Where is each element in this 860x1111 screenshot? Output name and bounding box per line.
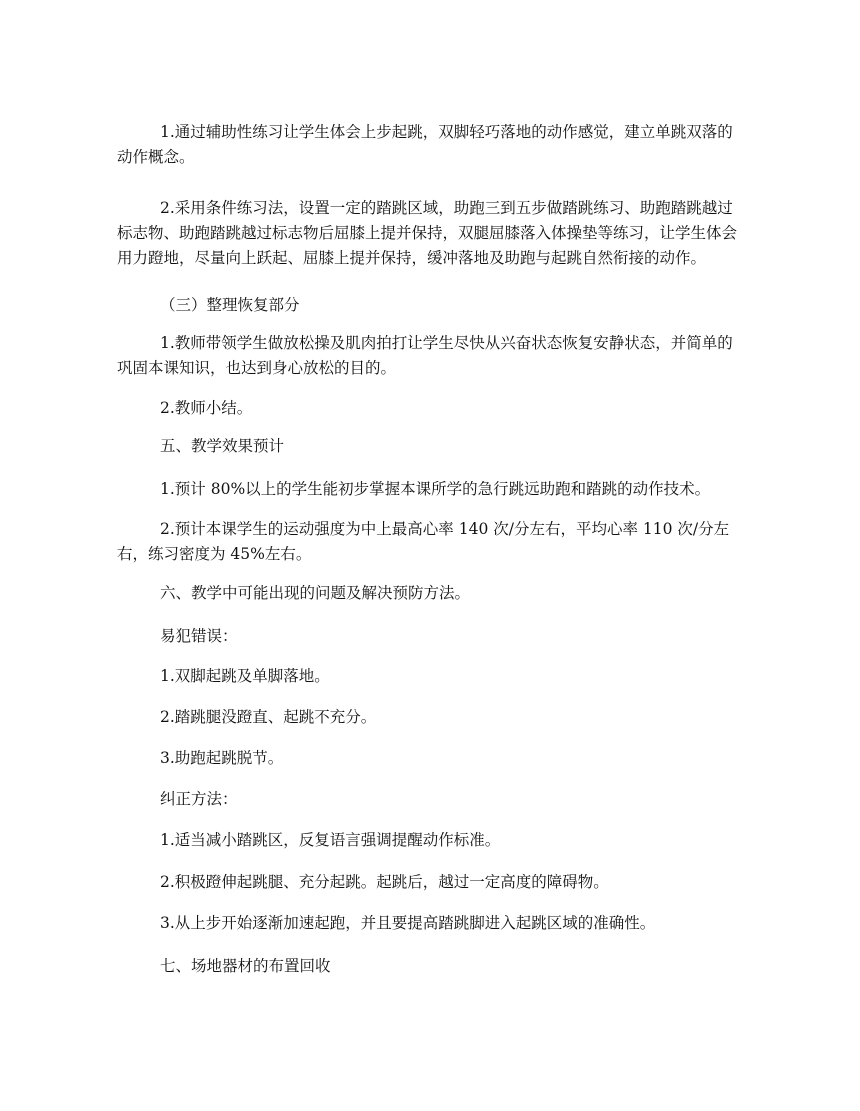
- paragraph-expected-mastery: 1.预计 80%以上的学生能初步掌握本课所学的急行跳远助跑和踏跳的动作技术。: [160, 480, 711, 498]
- paragraph-relaxation: 1.教师带领学生做放松操及肌肉拍打让学生尽快从兴奋状态恢复安静状态，并简单的巩固本课知识，也达到身心放松的目的。: [117, 334, 733, 377]
- section-heading-equipment: 七、场地器材的布置回收: [160, 957, 331, 975]
- correction-item-3: 3.从上步开始逐渐加速起跑，并且要提高踏跳脚进入起跳区域的准确性。: [160, 914, 656, 932]
- correction-item-2: 2.积极蹬伸起跳腿、充分起跳。起跳后，越过一定高度的障碍物。: [160, 873, 609, 891]
- section-heading-expected-effect: 五、教学效果预计: [160, 437, 285, 455]
- error-item-3: 3.助跑起跳脱节。: [160, 749, 284, 767]
- error-item-2: 2.踏跳腿没蹬直、起跳不充分。: [160, 708, 377, 726]
- correction-item-1: 1.适当减小踏跳区，反复语言强调提醒动作标准。: [160, 831, 501, 849]
- subheading-correction-methods: 纠正方法：: [160, 790, 238, 808]
- paragraph-assistive-practice: 1.通过辅助性练习让学生体会上步起跳，双脚轻巧落地的动作感觉，建立单跳双落的动作概念。: [117, 123, 733, 166]
- subheading-common-errors: 易犯错误：: [160, 627, 238, 645]
- paragraph-teacher-summary: 2.教师小结。: [160, 399, 253, 417]
- section-heading-problems: 六、教学中可能出现的问题及解决预防方法。: [160, 584, 471, 602]
- paragraph-conditional-practice: 2.采用条件练习法，设置一定的踏跳区域，助跑三到五步做踏跳练习、助跑踏跳越过标志物、助跑踏跳越过标志物后屈膝上提并保持，双腿屈膝落入体操垫等练习，让学生体会用力蹬地，尽量向上跃起、屈膝上提并保持，缓冲落地及助跑与起跳自然衔接的动作。: [117, 199, 738, 267]
- error-item-1: 1.双脚起跳及单脚落地。: [160, 667, 330, 685]
- paragraph-exercise-intensity: 2.预计本课学生的运动强度为中上最高心率 140 次/分左右，平均心率 110 次/分左右，练习密度为 45%左右。: [117, 520, 730, 563]
- section-heading-recovery: （三）整理恢复部分: [160, 296, 300, 314]
